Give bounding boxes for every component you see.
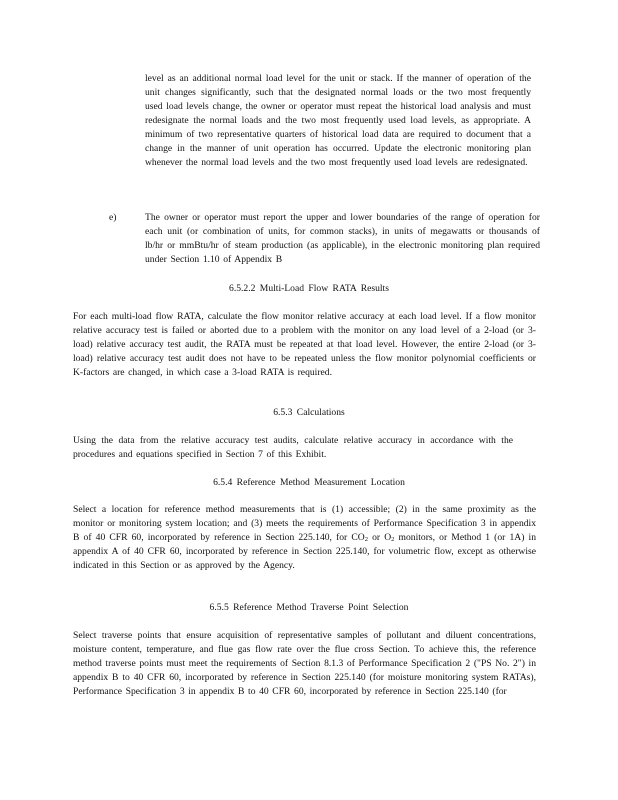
section-paragraph-6-5-5: Select traverse points that ensure acquisition of representative samples of pollutant and diluent concentrations, moisture content, temperature, and flue gas flow rate over the flue cross Section. To achieve this, the reference method traverse points must meet the requirements of Section 8.1.3 of Performance Specification 2 ("PS No. 2") in appendix B to 40 CFR 60, incorporated by reference in Section 225.140 (for moisture monitoring system RATAs), Performance Specification 3 in appendix B to 40 CFR 60, incorporated by reference in Section 225.140 (for (73, 630, 536, 697)
section-heading-6-5-5: 6.5.5 Reference Method Traverse Point Selection (209, 602, 409, 613)
section-paragraph-6-5-2-2: For each multi-load flow RATA, calculate the flow monitor relative accuracy at each load level. If a flow monitor relative accuracy test is failed or aborted due to a problem with the monitor on any load level of a 2-load (or 3-load) relative accuracy test audit, the RATA must be repeated at that load level. However, the entire 2-load (or 3-load) relative accuracy test audit does not have to be repeated unless the flow monitor polynomial coefficients or K-factors are changed, in which case a 3-load RATA is required. (73, 311, 536, 378)
continuation-paragraph: level as an additional normal load level for the unit or stack. If the manner of operation of the unit changes significantly, such that the designated normal loads or the two most frequently used load levels change, the owner or operator must repeat the historical load analysis and must redesignate the normal loads and the two most frequently used load levels, as appropriate. A minimum of two representative quarters of historical load data are required to document that a change in the manner of unit operation has occurred. Update the electronic monitoring plan whenever the normal load levels and the two most frequently used load levels are redesignated. (145, 73, 531, 168)
section-heading-6-5-3: 6.5.3 Calculations (273, 407, 345, 418)
section-paragraph-6-5-3: Using the data from the relative accuracy test audits, calculate relative accuracy in accordance with the procedures and equations specified in Section 7 of this Exhibit. (73, 435, 513, 460)
section-paragraph-6-5-4 (73, 503, 536, 573)
subscript-2: 2 (364, 536, 368, 543)
paragraph-text-part: Select a location for reference method measurements that is (1) accessible; (2) in the same proximity as the monitor or monitoring system location; and (3) meets the requirements of Performance Specification 3 in appendix B of 40 CFR 60, incorporated by reference in Section 225.140, for CO (73, 504, 536, 543)
section-heading-6-5-4: 6.5.4 Reference Method Measurement Location (213, 477, 405, 488)
section-heading-6-5-2-2: 6.5.2.2 Multi-Load Flow RATA Results (229, 283, 389, 294)
paragraph-text-part: or O (367, 532, 392, 543)
list-item-e-text: The owner or operator must report the upper and lower boundaries of the range of operation for each unit (or combination of units, for common stacks), in units of megawatts or thousands of lb/hr or mmBtu/hr of steam production (as applicable), in the electronic monitoring plan required under Section 1.10 of Appendix B (145, 212, 540, 265)
subscript-2: 2 (391, 536, 395, 543)
paragraph-text-part: monitors, or Method 1 (or 1A) in appendix A of 40 CFR 60, incorporated by reference in Section 225.140, for volumetric flow, except as otherwise indicated in this Section or as approved by the Agency. (73, 532, 537, 571)
list-item-label-e: e) (109, 212, 117, 223)
